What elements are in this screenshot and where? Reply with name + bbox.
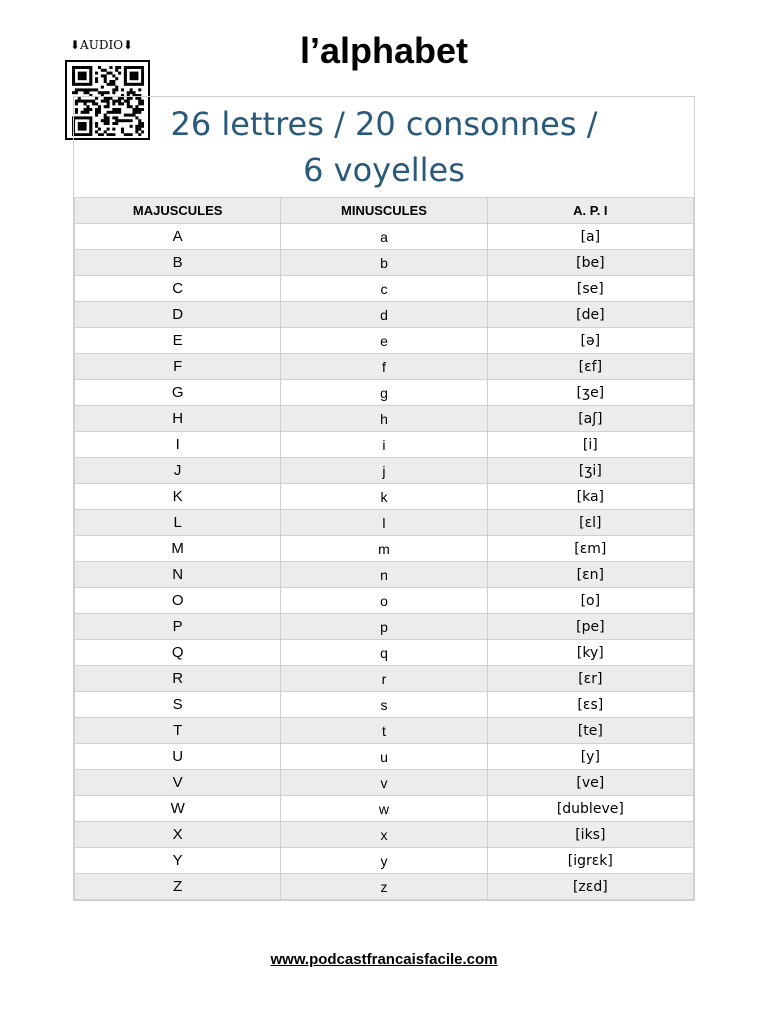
qr-module — [132, 74, 135, 77]
table-row — [75, 770, 694, 796]
qr-module — [115, 88, 118, 91]
qr-module — [109, 83, 112, 86]
qr-module — [109, 80, 112, 83]
cell-uppercase: R — [75, 666, 281, 692]
qr-module — [132, 77, 135, 80]
table-row — [75, 510, 694, 536]
qr-module — [101, 86, 104, 89]
cell-ipa: [ɛf] — [487, 354, 693, 380]
cell-ipa: [te] — [487, 718, 693, 744]
table-row — [75, 250, 694, 276]
cell-uppercase: L — [75, 510, 281, 536]
cell-lowercase: w — [281, 796, 487, 822]
column-header-ipa: A. P. I — [487, 198, 693, 224]
qr-module — [89, 72, 92, 75]
cell-ipa: [de] — [487, 302, 693, 328]
cell-lowercase: m — [281, 536, 487, 562]
qr-module — [72, 91, 75, 94]
qr-module — [95, 72, 98, 75]
audio-label: ⬇AUDIO⬇ — [70, 38, 134, 52]
table-row — [75, 224, 694, 250]
qr-module — [127, 83, 130, 86]
cell-lowercase: a — [281, 224, 487, 250]
qr-module — [98, 91, 101, 94]
qr-module — [121, 88, 124, 91]
qr-module — [124, 80, 127, 83]
qr-module — [81, 88, 84, 91]
cell-lowercase: t — [281, 718, 487, 744]
qr-module — [104, 74, 107, 77]
qr-module — [84, 74, 87, 77]
table-row — [75, 380, 694, 406]
page-title: l’alphabet — [299, 30, 469, 71]
qr-module — [135, 77, 138, 80]
table-row — [75, 640, 694, 666]
cell-ipa: [pe] — [487, 614, 693, 640]
cell-lowercase: s — [281, 692, 487, 718]
qr-module — [81, 74, 84, 77]
cell-lowercase: q — [281, 640, 487, 666]
table-row — [75, 744, 694, 770]
qr-module — [86, 88, 89, 91]
cell-lowercase: n — [281, 562, 487, 588]
cell-ipa: [ky] — [487, 640, 693, 666]
table-row — [75, 432, 694, 458]
table-row — [75, 614, 694, 640]
qr-module — [107, 83, 110, 86]
cell-uppercase: Y — [75, 848, 281, 874]
qr-module — [101, 74, 104, 77]
alphabet-table — [74, 197, 694, 900]
cell-lowercase: k — [281, 484, 487, 510]
table-row — [75, 874, 694, 900]
cell-lowercase: h — [281, 406, 487, 432]
cell-uppercase: C — [75, 276, 281, 302]
cell-uppercase: D — [75, 302, 281, 328]
qr-module — [75, 83, 78, 86]
cell-lowercase: e — [281, 328, 487, 354]
cell-lowercase: z — [281, 874, 487, 900]
table-row — [75, 458, 694, 484]
qr-module — [84, 83, 87, 86]
qr-module — [115, 77, 118, 80]
cell-ipa: [ʒe] — [487, 380, 693, 406]
qr-module — [141, 83, 144, 86]
cell-ipa: [o] — [487, 588, 693, 614]
column-header-uppercase: MAJUSCULES — [75, 198, 281, 224]
cell-ipa: [igrɛk] — [487, 848, 693, 874]
qr-module — [86, 91, 89, 94]
qr-module — [89, 88, 92, 91]
table-row — [75, 822, 694, 848]
qr-module — [101, 91, 104, 94]
cell-uppercase: M — [75, 536, 281, 562]
qr-module — [84, 88, 87, 91]
website-link[interactable]: www.podcastfrancaisfacile.com — [270, 951, 498, 968]
qr-module — [124, 77, 127, 80]
cell-uppercase: S — [75, 692, 281, 718]
qr-module — [89, 74, 92, 77]
qr-module — [95, 88, 98, 91]
qr-module — [78, 77, 81, 80]
cell-uppercase: J — [75, 458, 281, 484]
qr-module — [130, 88, 133, 91]
cell-lowercase: x — [281, 822, 487, 848]
cell-ipa: [iks] — [487, 822, 693, 848]
table-row — [75, 562, 694, 588]
cell-lowercase: o — [281, 588, 487, 614]
cell-ipa: [be] — [487, 250, 693, 276]
cell-uppercase: K — [75, 484, 281, 510]
qr-module — [138, 88, 141, 91]
qr-module — [115, 86, 118, 89]
qr-module — [92, 88, 95, 91]
cell-lowercase: c — [281, 276, 487, 302]
cell-uppercase: Q — [75, 640, 281, 666]
cell-uppercase: V — [75, 770, 281, 796]
table-header-row — [75, 198, 694, 224]
table-row — [75, 718, 694, 744]
cell-uppercase: H — [75, 406, 281, 432]
qr-module — [135, 72, 138, 75]
qr-module — [75, 88, 78, 91]
table-row — [75, 276, 694, 302]
cell-lowercase: d — [281, 302, 487, 328]
qr-module — [112, 80, 115, 83]
cell-ipa: [ɛm] — [487, 536, 693, 562]
cell-ipa: [ɛl] — [487, 510, 693, 536]
qr-module — [78, 74, 81, 77]
qr-module — [112, 91, 115, 94]
column-header-lowercase: MINUSCULES — [281, 198, 487, 224]
cell-uppercase: F — [75, 354, 281, 380]
cell-ipa: [ə] — [487, 328, 693, 354]
cell-lowercase: y — [281, 848, 487, 874]
cell-uppercase: I — [75, 432, 281, 458]
qr-module — [124, 74, 127, 77]
qr-module — [112, 83, 115, 86]
qr-module — [86, 83, 89, 86]
table-body — [75, 224, 694, 900]
qr-module — [132, 83, 135, 86]
qr-module — [124, 72, 127, 75]
alphabet-table-container — [73, 96, 695, 901]
qr-module — [135, 83, 138, 86]
cell-lowercase: g — [281, 380, 487, 406]
qr-module — [132, 72, 135, 75]
cell-uppercase: Z — [75, 874, 281, 900]
qr-module — [141, 77, 144, 80]
subtitle-line-1: 26 lettres / 20 consonnes / — [170, 105, 598, 143]
cell-lowercase: b — [281, 250, 487, 276]
table-row — [75, 406, 694, 432]
table-row — [75, 796, 694, 822]
qr-module — [112, 88, 115, 91]
qr-module — [132, 91, 135, 94]
cell-lowercase: f — [281, 354, 487, 380]
qr-module — [81, 83, 84, 86]
qr-module — [89, 80, 92, 83]
qr-module — [112, 74, 115, 77]
cell-lowercase: l — [281, 510, 487, 536]
qr-module — [104, 80, 107, 83]
cell-ipa: [ve] — [487, 770, 693, 796]
cell-ipa: [ɛs] — [487, 692, 693, 718]
cell-uppercase: O — [75, 588, 281, 614]
table-row — [75, 666, 694, 692]
qr-module — [104, 91, 107, 94]
qr-module — [84, 72, 87, 75]
table-row — [75, 328, 694, 354]
cell-uppercase: X — [75, 822, 281, 848]
qr-module — [130, 74, 133, 77]
cell-ipa: [ɛn] — [487, 562, 693, 588]
cell-lowercase: p — [281, 614, 487, 640]
table-row — [75, 588, 694, 614]
qr-module — [107, 91, 110, 94]
qr-module — [130, 83, 133, 86]
qr-module — [81, 72, 84, 75]
qr-module — [104, 77, 107, 80]
qr-module — [89, 77, 92, 80]
cell-uppercase: G — [75, 380, 281, 406]
cell-uppercase: P — [75, 614, 281, 640]
cell-lowercase: i — [281, 432, 487, 458]
cell-lowercase: j — [281, 458, 487, 484]
qr-module — [141, 80, 144, 83]
subtitle-line-2: 6 voyelles — [303, 151, 465, 189]
qr-module — [72, 74, 75, 77]
table-row — [75, 848, 694, 874]
qr-module — [135, 74, 138, 77]
qr-module — [141, 74, 144, 77]
cell-uppercase: U — [75, 744, 281, 770]
qr-module — [95, 77, 98, 80]
qr-module — [127, 91, 130, 94]
qr-module — [72, 80, 75, 83]
cell-ipa: [ʒi] — [487, 458, 693, 484]
cell-lowercase: r — [281, 666, 487, 692]
cell-ipa: [a] — [487, 224, 693, 250]
cell-uppercase: W — [75, 796, 281, 822]
qr-module — [84, 91, 87, 94]
cell-ipa: [se] — [487, 276, 693, 302]
cell-ipa: [zɛd] — [487, 874, 693, 900]
qr-module — [78, 72, 81, 75]
cell-uppercase: T — [75, 718, 281, 744]
qr-module — [78, 88, 81, 91]
qr-module — [118, 72, 121, 75]
qr-module — [130, 91, 133, 94]
table-row — [75, 302, 694, 328]
subtitle — [74, 97, 694, 197]
cell-uppercase: B — [75, 250, 281, 276]
qr-module — [84, 77, 87, 80]
cell-uppercase: A — [75, 224, 281, 250]
qr-module — [130, 72, 133, 75]
table-row — [75, 484, 694, 510]
cell-ipa: [ka] — [487, 484, 693, 510]
qr-module — [124, 83, 127, 86]
qr-module — [107, 72, 110, 75]
qr-module — [81, 77, 84, 80]
qr-module — [130, 77, 133, 80]
cell-ipa: [aʃ] — [487, 406, 693, 432]
cell-lowercase: v — [281, 770, 487, 796]
qr-module — [89, 83, 92, 86]
table-row — [75, 354, 694, 380]
table-row — [75, 692, 694, 718]
qr-module — [72, 83, 75, 86]
cell-ipa: [i] — [487, 432, 693, 458]
qr-module — [138, 83, 141, 86]
cell-ipa: [y] — [487, 744, 693, 770]
qr-module — [75, 91, 78, 94]
qr-module — [141, 72, 144, 75]
qr-module — [95, 80, 98, 83]
cell-uppercase: N — [75, 562, 281, 588]
cell-lowercase: u — [281, 744, 487, 770]
qr-module — [78, 83, 81, 86]
cell-ipa: [dubleve] — [487, 796, 693, 822]
cell-ipa: [ɛr] — [487, 666, 693, 692]
cell-uppercase: E — [75, 328, 281, 354]
qr-module — [109, 72, 112, 75]
table-row — [75, 536, 694, 562]
qr-module — [72, 77, 75, 80]
qr-module — [72, 72, 75, 75]
